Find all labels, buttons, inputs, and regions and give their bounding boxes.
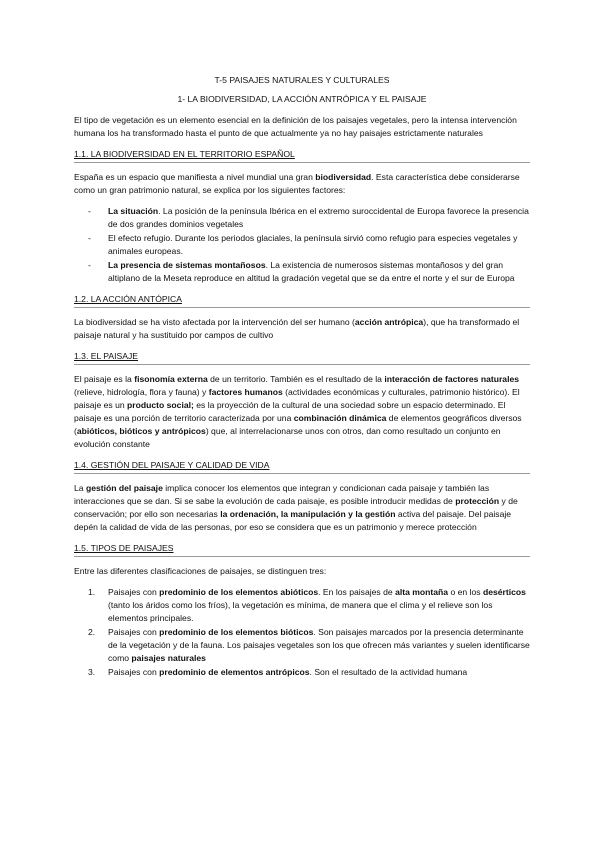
- text-run: España es un espacio que manifiesta a nivel mundial una gran: [74, 172, 316, 182]
- bold-term: interacción de factores naturales: [384, 374, 520, 384]
- text-run: de un territorio. También es el resultado de la: [207, 374, 385, 384]
- biodiversidad-paragraph: [74, 171, 530, 197]
- dash-bullet: -: [88, 206, 91, 216]
- bold-term: La situación: [108, 206, 159, 216]
- list-number: 3.: [88, 667, 96, 677]
- gestion-paragraph: [74, 482, 530, 534]
- text-run: de elementos geográficos diversos (: [74, 413, 522, 436]
- text-run: (tanto los áridos como los fríos), la vegetación es mínima, de manera que el clima y el relieve son los elementos principales.: [108, 600, 493, 623]
- list-item: [74, 586, 530, 625]
- text-run: ) que, al interrelacionarse unos con otros, dan como resultado un conjunto en evolución constante: [74, 426, 501, 449]
- text-run: (actividades económicas y culturales, patrimonio histórico). El paisaje es un: [74, 387, 520, 410]
- bold-term: factores humanos: [208, 387, 283, 397]
- text-run: y de conservación; por ello son necesarias: [74, 496, 518, 519]
- text-run: es la proyección de la cultural de una sociedad sobre un espacio determinado. El paisaje es una porción de territorio caracterizada por una: [74, 400, 506, 423]
- bold-term: gestión del paisaje: [85, 483, 163, 493]
- dash-bullet: -: [88, 260, 91, 270]
- text-run: implica conocer los elementos que integran y condicionan cada paisaje y también las interacciones que se dan. Si se sabe la evolución de cada paisaje, es posible introducir medidas de: [74, 483, 490, 506]
- text-run: Paisajes con: [108, 627, 160, 637]
- list-number: 1.: [88, 587, 96, 597]
- bold-term: desérticos: [482, 587, 526, 597]
- text-run: La: [74, 483, 86, 493]
- text-run: El efecto refugio. Durante los periodos glaciales, la península sirvió como refugio para especies vegetales y animales europeas.: [108, 233, 518, 256]
- section-heading-gestion: 1.4. GESTIÓN DEL PAISAJE Y CALIDAD DE VIDA: [74, 459, 530, 474]
- document-page: [74, 74, 530, 680]
- dash-bullet: -: [88, 233, 91, 243]
- list-item: [74, 259, 530, 285]
- text-run: . Son paisajes marcados por la presencia determinante de la vegetación y de la fauna. Los paisajes vegetales son los que ofrecen más variantes y suelen identificarse como: [108, 627, 530, 663]
- bold-term: biodiversidad: [315, 172, 372, 182]
- bold-term: predominio de elementos antrópicos: [159, 667, 310, 677]
- bold-term: alta montaña: [395, 587, 449, 597]
- section-heading-biodiversidad: 1.1. LA BIODIVERSIDAD EN EL TERRITORIO ESPAÑOL: [74, 148, 530, 163]
- section-heading-tipos: 1.5. TIPOS DE PAISAJES: [74, 542, 530, 557]
- factors-list: [74, 205, 530, 285]
- bold-term: la ordenación, la manipulación y la gestión: [220, 509, 396, 519]
- bold-term: La presencia de sistemas montañosos: [108, 260, 266, 270]
- list-item: [74, 666, 530, 679]
- text-run: La biodiversidad se ha visto afectada por la intervención del ser humano (: [74, 317, 355, 327]
- list-item: [74, 232, 530, 258]
- bold-term: acción antrópica: [354, 317, 424, 327]
- list-item: [74, 205, 530, 231]
- text-run: Paisajes con: [108, 667, 160, 677]
- text-run: activa del paisaje. Del paisaje depén la calidad de vida de las personas, por eso se considera que es un patrimonio y merece protección: [74, 509, 512, 532]
- bold-term: paisajes naturales: [131, 653, 206, 663]
- text-run: . Son el resultado de la actividad humana: [309, 667, 468, 677]
- bold-term: abióticos, bióticos y antrópicos: [76, 426, 206, 436]
- tipos-intro: Entre las diferentes clasificaciones de paisajes, se distinguen tres:: [74, 566, 327, 576]
- document-subtitle: 1- LA BIODIVERSIDAD, LA ACCIÓN ANTRÓPICA Y EL PAISAJE: [177, 94, 427, 104]
- bold-term: fisonomía externa: [134, 374, 208, 384]
- text-run: El paisaje es la: [74, 374, 135, 384]
- text-run: ), que ha transformado el paisaje natural y ha sustituido por campos de cultivo: [74, 317, 520, 340]
- intro-paragraph: El tipo de vegetación es un elemento esencial en la definición de los paisajes vegetales, pero la intensa intervención humana los ha transformado hasta el punto de que actualmente ya no hay paisajes estrictamente naturales: [74, 115, 517, 138]
- document-title: T-5 PAISAJES NATURALES Y CULTURALES: [214, 75, 390, 85]
- text-run: . Esta característica debe considerarse como un gran patrimonio natural, se explica por los siguientes factores:: [74, 172, 520, 195]
- tipos-list: [74, 586, 530, 679]
- bold-term: predominio de los elementos abióticos: [159, 587, 319, 597]
- list-item: [74, 626, 530, 665]
- accion-paragraph: [74, 316, 530, 342]
- bold-term: combinación dinámica: [293, 413, 387, 423]
- section-heading-accion: 1.2. LA ACCIÓN ANTÓPICA: [74, 293, 530, 308]
- section-heading-paisaje: 1.3. EL PAISAJE: [74, 350, 530, 365]
- bold-term: producto social;: [127, 400, 194, 410]
- text-run: (relieve, hidrología, flora y fauna) y: [74, 387, 209, 397]
- list-number: 2.: [88, 627, 96, 637]
- text-run: . La posición de la península Ibérica en el extremo suroccidental de Europa favorece la presencia de dos grandes dominios vegetales: [108, 206, 529, 229]
- bold-term: predominio de los elementos bióticos: [159, 627, 314, 637]
- text-run: . En los paisajes de: [318, 587, 396, 597]
- text-run: . La existencia de numerosos sistemas montañosos y del gran altiplano de la Meseta reproduce en altitud la gradación vegetal que se da entre el norte y el sur de Europa: [108, 260, 515, 283]
- paisaje-paragraph: [74, 373, 530, 451]
- bold-term: protección: [455, 496, 500, 506]
- text-run: o en los: [448, 587, 483, 597]
- text-run: Paisajes con: [108, 587, 160, 597]
